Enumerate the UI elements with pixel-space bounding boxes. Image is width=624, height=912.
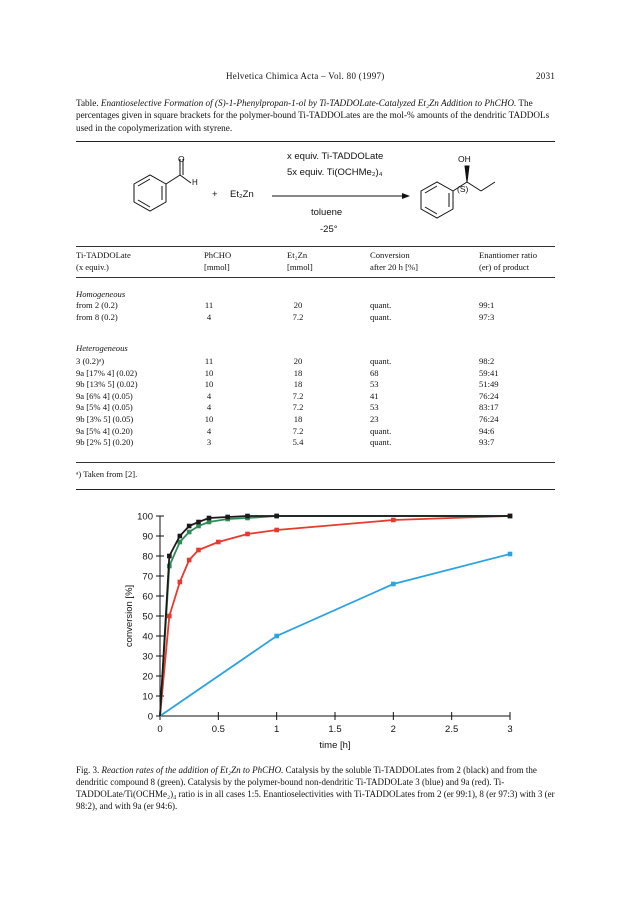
series-point [391, 582, 396, 587]
figure-caption-label: Fig. 3. [76, 765, 100, 775]
table-cell: 3 (0.2)ᵃ) [76, 356, 105, 366]
table-cell: 53 [370, 379, 379, 390]
series-point [274, 514, 279, 519]
aldehyde-oxygen: O [178, 154, 185, 164]
series-point [216, 540, 221, 545]
table-cell: 20 [293, 356, 303, 366]
series-point [196, 524, 201, 529]
condition-catalyst: x equiv. Ti-TADDOLate [287, 151, 384, 162]
col-header-phcho: PhCHO [mmol] [204, 250, 232, 272]
series-point [167, 554, 172, 559]
table-cell: 9b [3% 5] (0.05) [76, 414, 134, 424]
table-cell: 7.2 [292, 425, 304, 436]
table-footnote: ᵃ) Taken from [2]. [76, 469, 138, 479]
table-caption-text: The percentages given in square brackets for the polymer-bound Ti-TADDOLates are the mol-% amounts of the dendritic TADDOLs used in the copolymerization with styrene. [76, 98, 550, 133]
series-point [167, 614, 172, 619]
series-point [207, 520, 212, 525]
product-stereodescriptor: (S) [457, 184, 469, 194]
x-tick-label: 2.5 [445, 724, 459, 735]
table-bottom-rule [76, 462, 555, 463]
table-cell: 7.2 [292, 402, 304, 413]
y-tick-label: 30 [142, 651, 153, 663]
series-point [391, 518, 396, 523]
y-tick-label: 90 [142, 531, 153, 543]
series-line [160, 516, 510, 716]
benzaldehyde-structure [134, 159, 191, 211]
table-cell: quant. [370, 437, 392, 448]
table-cell: 3 [206, 437, 212, 448]
x-axis-label: time [h] [319, 740, 351, 751]
table-cell: quant. [370, 356, 392, 366]
table-cell: 9b [13% 5] (0.02) [76, 379, 138, 390]
table-cell: 83:17 [479, 402, 499, 413]
series-point [178, 580, 183, 585]
product-hydroxyl: OH [458, 154, 471, 164]
x-tick-label: 0.5 [211, 724, 225, 735]
table-cell: 9b [2% 5] (0.20) [76, 437, 134, 448]
y-tick-label: 60 [142, 591, 153, 603]
y-tick-label: 20 [142, 671, 153, 683]
figure-caption-title: Reaction rates of the addition of Et₂Zn to PhCHO. [101, 765, 284, 775]
table-cell: 18 [293, 414, 303, 424]
table-cell: 41 [370, 390, 379, 401]
aldehyde-hydrogen: H [192, 178, 198, 187]
col-header-et2zn: Et₂Zn [mmol] [287, 250, 313, 272]
table-header-rule-bottom [76, 277, 555, 278]
condition-solvent: toluene [311, 207, 343, 218]
scheme-reagent: Et₂Zn [230, 189, 254, 200]
running-header-journal: Helvetica Chimica Acta – Vol. 80 (1997) [226, 71, 385, 81]
table-cell: 93:7 [479, 437, 495, 448]
page-number: 2031 [536, 71, 556, 81]
col-header-er: Enantiomer ratio (er) of product [479, 250, 537, 272]
series-line [160, 516, 510, 716]
table-cell: 11 [204, 300, 214, 310]
y-tick-label: 10 [142, 691, 153, 703]
table-cell: 4 [206, 390, 212, 401]
table-cell: 76:24 [479, 390, 499, 401]
table-cell: 20 [293, 300, 303, 310]
figure-caption [76, 764, 556, 812]
x-tick-label: 1.5 [328, 724, 342, 735]
series-point [245, 532, 250, 537]
table-cell: 9a [5% 4] (0.05) [76, 402, 133, 413]
table-top-rule [76, 141, 555, 142]
table-cell: quant. [370, 425, 392, 436]
table-cell: 53 [370, 402, 379, 413]
table-cell: 23 [370, 414, 379, 424]
figure-caption-text: Catalysis by the soluble Ti-TADDOLates from 2 (black) and from the dendritic compound 8 (green). Catalysis by the polymer-bound non-dendritic Ti-TADDOLate 3 (blue) and 9a (red). Ti-TADDOLate/Ti(OCHMe₂)₄ ratio is in all cases 1:5. Enantioselectivities with Ti-TADDOLates from 2 (er 99:1), 8 (er 97:3) with 3 (er 98:2), and with 9a (er 94:6). [76, 765, 555, 811]
table-cell: quant. [370, 311, 392, 322]
table-caption [76, 97, 554, 134]
series-point [225, 515, 230, 520]
x-tick-label: 1 [274, 724, 280, 735]
table-cell: 5.4 [292, 437, 304, 448]
table-caption-label: Table. [76, 98, 99, 108]
section-title-homogeneous: Homogeneous [76, 289, 126, 299]
series-point [196, 520, 201, 525]
section-title-heterogeneous: Heterogeneous [76, 343, 128, 353]
table-cell: 94:6 [479, 425, 495, 436]
scheme-plus: + [212, 189, 218, 200]
table-cell: from 8 (0.2) [76, 311, 118, 322]
arrow-head [402, 193, 410, 199]
y-tick-label: 100 [137, 511, 153, 523]
table-end-rule [76, 489, 555, 490]
series-point [274, 528, 279, 533]
table-cell: 51:49 [479, 379, 499, 390]
y-tick-label: 50 [142, 611, 153, 623]
table-cell: quant. [370, 300, 392, 310]
y-tick-label: 70 [142, 571, 153, 583]
table-cell: 9a [17% 4] (0.02) [76, 367, 138, 378]
table-cell: 97:3 [479, 311, 495, 322]
table-cell: 9a [6% 4] (0.05) [76, 390, 133, 401]
series-line [160, 516, 510, 716]
table-cell: 76:24 [479, 414, 499, 424]
table-cell: 99:1 [479, 300, 495, 310]
table-cell: 4 [206, 402, 212, 413]
series-point [187, 524, 192, 529]
condition-temperature: -25° [320, 224, 338, 235]
series-point [508, 552, 513, 557]
series-point [187, 530, 192, 535]
table-cell: 98:2 [479, 356, 495, 366]
series-point [178, 534, 183, 539]
table-cell: 7.2 [292, 390, 304, 401]
table-cell: 59:41 [479, 367, 499, 378]
table-caption-title: Enantioselective Formation of (S)-1-Phenylpropan-1-ol by Ti-TADDOLate-Catalyzed Et₂Zn Addition to PhCHO. [100, 98, 517, 108]
y-tick-label: 80 [142, 551, 153, 563]
series-point [196, 548, 201, 553]
table-cell: 68 [370, 367, 379, 378]
conversion-chart [120, 508, 540, 758]
table-cell: 18 [293, 367, 303, 378]
series-point [508, 514, 513, 519]
col-header-catalyst: Ti-TADDOLate (x equiv.) [76, 250, 131, 272]
y-tick-label: 40 [142, 631, 153, 643]
condition-additive: 5x equiv. Ti(OCHMe₂)₄ [287, 167, 383, 178]
table-cell: 11 [204, 356, 214, 366]
table-header-rule-top [76, 246, 555, 247]
table-cell: 10 [204, 414, 214, 424]
table-cell: 7.2 [292, 311, 304, 322]
x-tick-label: 0 [157, 724, 163, 735]
series-point [274, 634, 279, 639]
table-cell: 4 [206, 425, 212, 436]
col-header-conversion: Conversion after 20 h [%] [370, 250, 418, 272]
y-axis-label: conversion [%] [124, 584, 135, 648]
y-tick-label: 0 [147, 711, 153, 723]
x-tick-label: 3 [507, 724, 513, 735]
x-tick-label: 2 [390, 724, 396, 735]
series-point [245, 514, 250, 519]
table-cell: 4 [206, 311, 212, 322]
table-cell: 9a [5% 4] (0.20) [76, 425, 133, 436]
series-point [207, 516, 212, 521]
table-cell: 10 [204, 379, 214, 390]
series-point [187, 558, 192, 563]
table-cell: from 2 (0.2) [76, 300, 118, 310]
table-cell: 18 [293, 379, 303, 390]
table-cell: 10 [204, 367, 214, 378]
series-line [160, 554, 510, 716]
